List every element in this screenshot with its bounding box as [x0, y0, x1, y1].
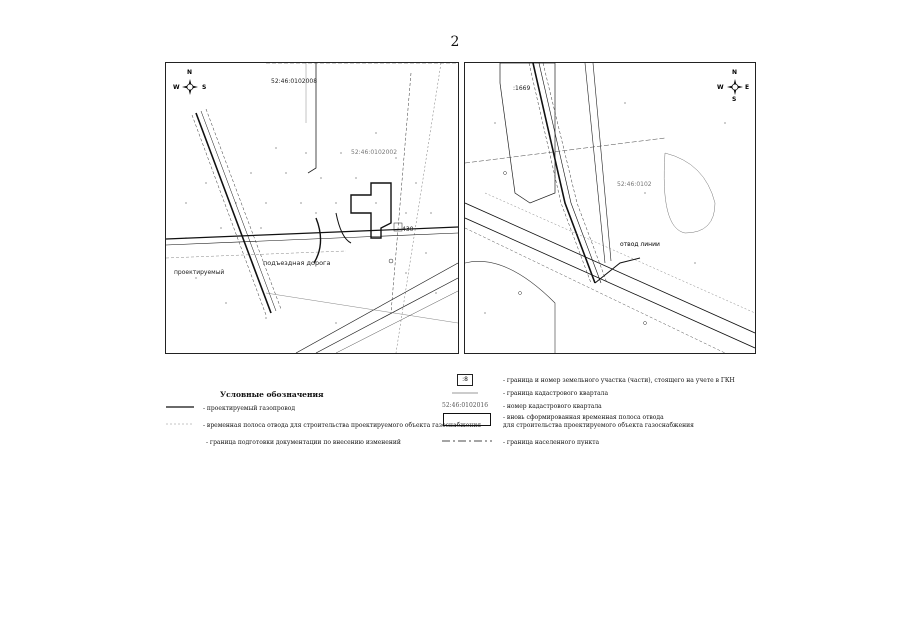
- legend-symbol-temp-strip: [166, 421, 194, 427]
- left-map: [165, 62, 459, 354]
- legend-symbol-quarter-border: [452, 390, 478, 396]
- compass-east: S: [202, 84, 207, 91]
- legend-symbol-pipeline: [166, 404, 194, 410]
- right-map: [464, 62, 756, 354]
- right-map-drawing: [465, 63, 755, 353]
- legend-item-settlement-border: - граница населенного пункта: [503, 439, 600, 446]
- compass-west: W: [173, 84, 180, 91]
- label-430: 430: [402, 226, 414, 233]
- compass-east: E: [745, 84, 750, 91]
- legend-symbol-settlement-border: [442, 438, 492, 444]
- legend-item-doc-border: - граница подготовки документации по внесению изменений: [206, 439, 401, 446]
- label-parcel: 52:46:0102: [617, 181, 652, 188]
- legend-symbol-new-strip: [443, 413, 491, 426]
- compass-north: N: [732, 69, 738, 76]
- legend-item-new-strip: - вновь сформированная временная полоса отвода: [503, 414, 664, 421]
- compass-south: S: [732, 96, 737, 103]
- left-map-dots: [185, 132, 436, 323]
- legend-item-temp-strip: - временная полоса отвода для строительства проектируемого объекта газоснабжения: [203, 422, 482, 429]
- label-access-road: подъездная дорога: [263, 259, 331, 267]
- label-projected: проектируемый: [174, 269, 225, 276]
- legend-title: Условные обозначения: [220, 390, 324, 399]
- compass-west: W: [717, 84, 724, 91]
- label-branch: отвод линии: [620, 241, 660, 248]
- parcel-number-inner: 52:46:0102002: [351, 149, 398, 156]
- label-1669: :1669: [513, 85, 531, 92]
- left-map-drawing: [166, 63, 458, 353]
- parcel-number-top: 52:46:0102008: [271, 78, 318, 85]
- legend-symbol-parcel-box: :8: [457, 374, 473, 386]
- legend-item-parcel: - граница и номер земельного участка (части), стоящего на учете в ГКН: [503, 377, 735, 384]
- legend-item-new-strip-cont: для строительства проектируемого объекта газоснабжения: [503, 422, 694, 429]
- compass-icon: [178, 75, 202, 99]
- compass-north: N: [187, 69, 193, 76]
- page-number: 2: [450, 34, 460, 50]
- legend-item-quarter-border: - граница кадастрового квартала: [503, 390, 609, 397]
- legend-item-cadastral-number: - номер кадастрового квартала: [503, 403, 602, 410]
- legend-item-pipeline: - проектируемый газопровод: [203, 405, 296, 412]
- legend-symbol-cadastral-number: 52:46:0102016: [442, 402, 489, 409]
